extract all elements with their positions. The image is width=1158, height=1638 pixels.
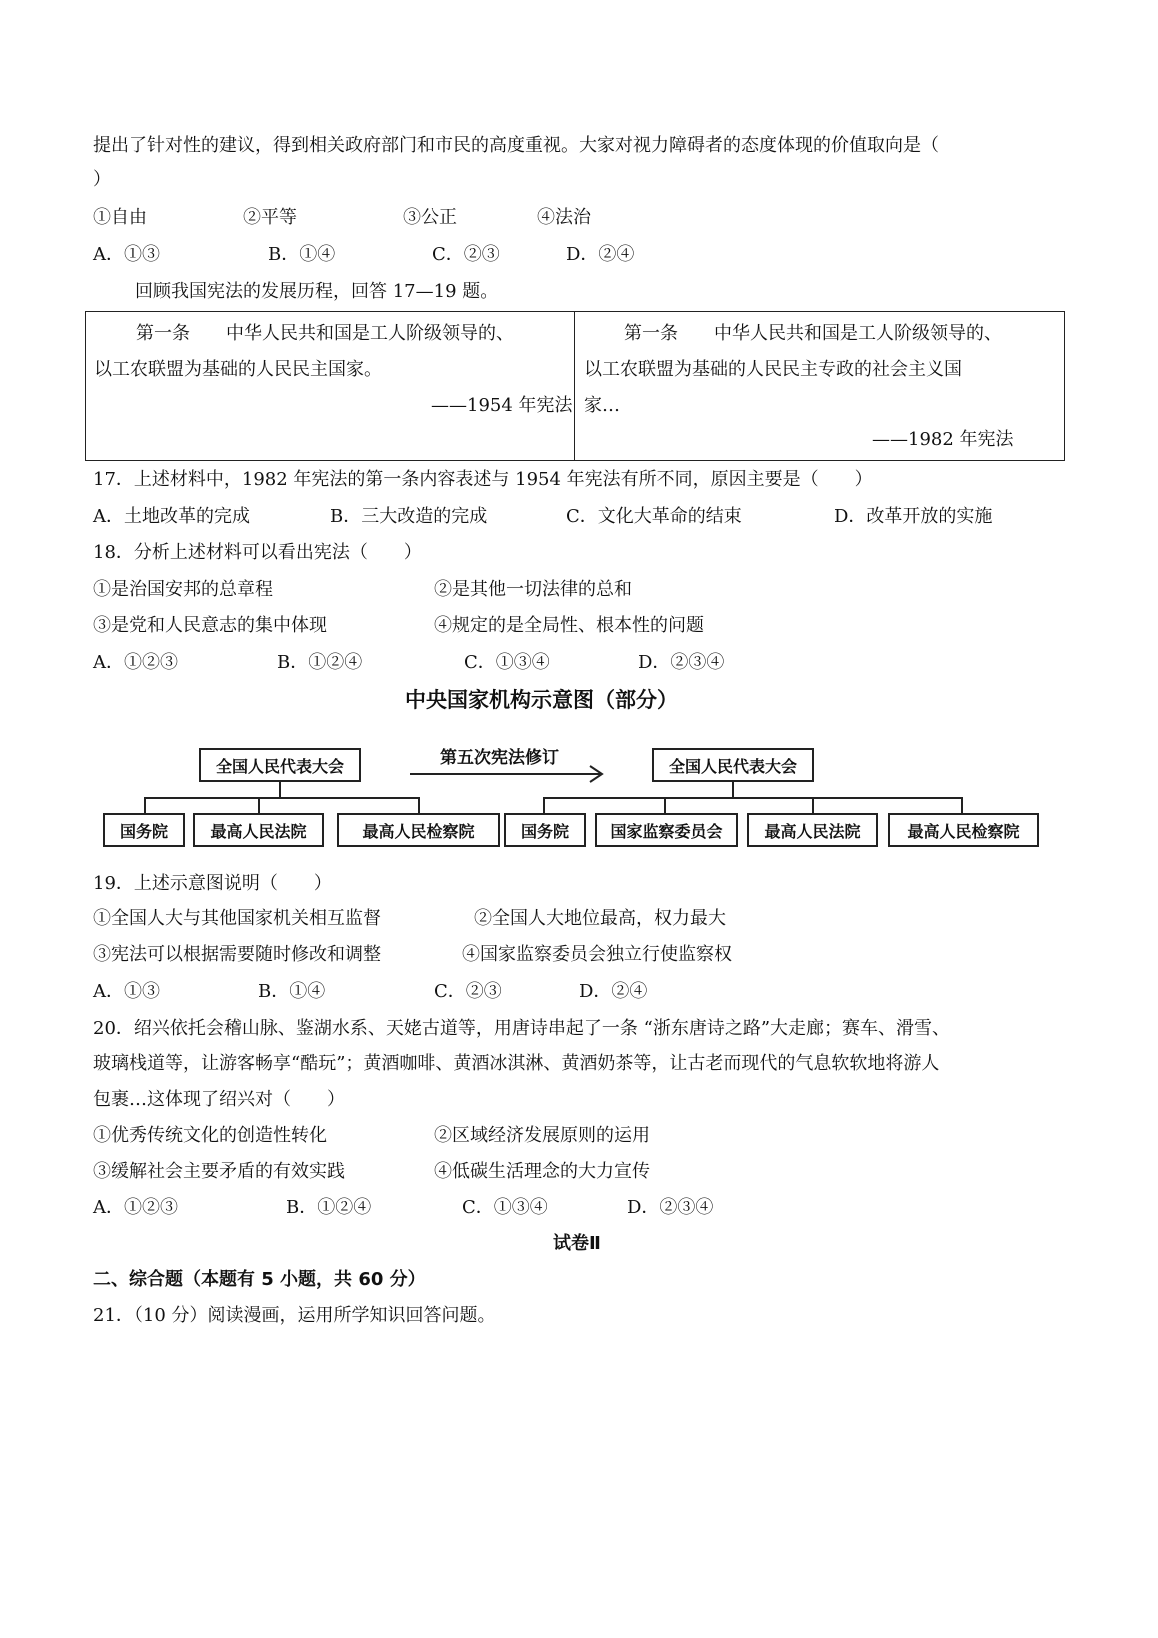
left-state-council-box: 国务院 bbox=[103, 813, 185, 847]
q19-stem: 19．上述示意图说明（ ） bbox=[93, 873, 332, 894]
left-stem-line bbox=[279, 782, 281, 798]
q18-option-b: B．①②④ bbox=[277, 652, 363, 673]
intro-item-1: ①自由 bbox=[93, 207, 147, 228]
left-supreme-court-box: 最高人民法院 bbox=[193, 813, 324, 847]
q20-line-1: 20．绍兴依托会稽山脉、鉴湖水系、天姥古道等，用唐诗串起了一条 “浙东唐诗之路”大走廊；赛车、滑雪、 bbox=[93, 1018, 951, 1039]
right-drop-2 bbox=[664, 797, 666, 813]
q18-item-1: ①是治国安邦的总章程 bbox=[93, 579, 273, 600]
q19-item-3: ③宪法可以根据需要随时修改和调整 bbox=[93, 944, 381, 965]
q19-option-c: C．②③ bbox=[434, 981, 502, 1002]
intro-option-a: A．①③ bbox=[93, 244, 160, 265]
q18-item-3: ③是党和人民意志的集中体现 bbox=[93, 615, 327, 636]
right-line-3: 家… bbox=[584, 395, 620, 416]
q20-item-1: ①优秀传统文化的创造性转化 bbox=[93, 1125, 327, 1146]
intro-option-b: B．①④ bbox=[268, 244, 336, 265]
q20-option-a: A．①②③ bbox=[93, 1197, 178, 1218]
q19-item-1: ①全国人大与其他国家机关相互监督 bbox=[93, 908, 381, 929]
right-source: ——1982 年宪法 bbox=[872, 429, 1014, 450]
left-drop-1 bbox=[144, 797, 146, 813]
right-state-council-box: 国务院 bbox=[504, 813, 586, 847]
diagram-title: 中央国家机构示意图（部分） bbox=[405, 688, 678, 712]
review-instruction: 回顾我国宪法的发展历程，回答 17—19 题。 bbox=[135, 281, 499, 302]
right-npc-box: 全国人民代表大会 bbox=[652, 748, 814, 782]
q21-stem: 21．（10 分）阅读漫画，运用所学知识回答问题。 bbox=[93, 1305, 496, 1326]
arrow-label: 第五次宪法修订 bbox=[440, 748, 559, 768]
q19-item-2: ②全国人大地位最高，权力最大 bbox=[474, 908, 726, 929]
q17-option-c: C．文化大革命的结束 bbox=[566, 506, 742, 527]
intro-item-3: ③公正 bbox=[403, 207, 457, 228]
constitution-table bbox=[85, 311, 1065, 461]
q17-option-d: D．改革开放的实施 bbox=[834, 506, 993, 527]
right-stem-line bbox=[732, 782, 734, 798]
q19-option-a: A．①③ bbox=[93, 981, 160, 1002]
right-line-2: 以工农联盟为基础的人民民主专政的社会主义国 bbox=[584, 359, 962, 380]
q19-option-b: B．①④ bbox=[258, 981, 326, 1002]
intro-line-2: ） bbox=[93, 169, 111, 190]
q20-option-c: C．①③④ bbox=[462, 1197, 548, 1218]
q18-item-4: ④规定的是全局性、根本性的问题 bbox=[434, 615, 704, 636]
right-supreme-court-box: 最高人民法院 bbox=[747, 813, 878, 847]
right-drop-1 bbox=[543, 797, 545, 813]
intro-option-d: D．②④ bbox=[566, 244, 635, 265]
right-procuratorate-box: 最高人民检察院 bbox=[888, 813, 1039, 847]
revision-arrow-icon bbox=[410, 764, 610, 784]
right-drop-3 bbox=[812, 797, 814, 813]
left-drop-3 bbox=[418, 797, 420, 813]
part2-title: 试卷Ⅱ bbox=[553, 1233, 601, 1254]
intro-line-1: 提出了针对性的建议，得到相关政府部门和市民的高度重视。大家对视力障碍者的态度体现的价值取向是（ bbox=[93, 135, 939, 156]
table-divider bbox=[574, 312, 575, 460]
q20-item-3: ③缓解社会主要矛盾的有效实践 bbox=[93, 1161, 345, 1182]
intro-option-c: C．②③ bbox=[432, 244, 500, 265]
intro-item-2: ②平等 bbox=[243, 207, 297, 228]
right-drop-4 bbox=[961, 797, 963, 813]
intro-item-4: ④法治 bbox=[537, 207, 591, 228]
q18-option-c: C．①③④ bbox=[464, 652, 550, 673]
q17-option-b: B．三大改造的完成 bbox=[330, 506, 488, 527]
q18-item-2: ②是其他一切法律的总和 bbox=[434, 579, 632, 600]
q19-option-d: D．②④ bbox=[579, 981, 648, 1002]
left-branch-line bbox=[144, 797, 420, 799]
q20-item-4: ④低碳生活理念的大力宣传 bbox=[434, 1161, 650, 1182]
q19-item-4: ④国家监察委员会独立行使监察权 bbox=[462, 944, 732, 965]
q17-option-a: A．土地改革的完成 bbox=[93, 506, 250, 527]
left-drop-2 bbox=[258, 797, 260, 813]
right-line-1: 第一条 中华人民共和国是工人阶级领导的、 bbox=[624, 323, 1002, 344]
q17-stem: 17．上述材料中，1982 年宪法的第一条内容表述与 1954 年宪法有所不同，原因主要是（ ） bbox=[93, 469, 873, 490]
q20-item-2: ②区域经济发展原则的运用 bbox=[434, 1125, 650, 1146]
right-supervision-commission-box: 国家监察委员会 bbox=[595, 813, 738, 847]
q18-option-d: D．②③④ bbox=[638, 652, 725, 673]
q18-option-a: A．①②③ bbox=[93, 652, 178, 673]
left-procuratorate-box: 最高人民检察院 bbox=[337, 813, 500, 847]
left-source: ——1954 年宪法 bbox=[431, 395, 573, 416]
left-line-1: 第一条 中华人民共和国是工人阶级领导的、 bbox=[136, 323, 514, 344]
right-branch-line bbox=[543, 797, 963, 799]
part2-section-heading: 二、综合题（本题有 5 小题，共 60 分） bbox=[93, 1269, 426, 1290]
q20-option-d: D．②③④ bbox=[627, 1197, 714, 1218]
q18-stem: 18．分析上述材料可以看出宪法（ ） bbox=[93, 542, 422, 563]
left-npc-box: 全国人民代表大会 bbox=[199, 748, 361, 782]
q20-line-2: 玻璃栈道等，让游客畅享“酷玩”；黄酒咖啡、黄酒冰淇淋、黄酒奶茶等，让古老而现代的气息软软地将游人 bbox=[93, 1053, 940, 1074]
q20-option-b: B．①②④ bbox=[286, 1197, 372, 1218]
q20-line-3: 包裹…这体现了绍兴对（ ） bbox=[93, 1089, 345, 1110]
left-line-2: 以工农联盟为基础的人民民主国家。 bbox=[94, 359, 382, 380]
